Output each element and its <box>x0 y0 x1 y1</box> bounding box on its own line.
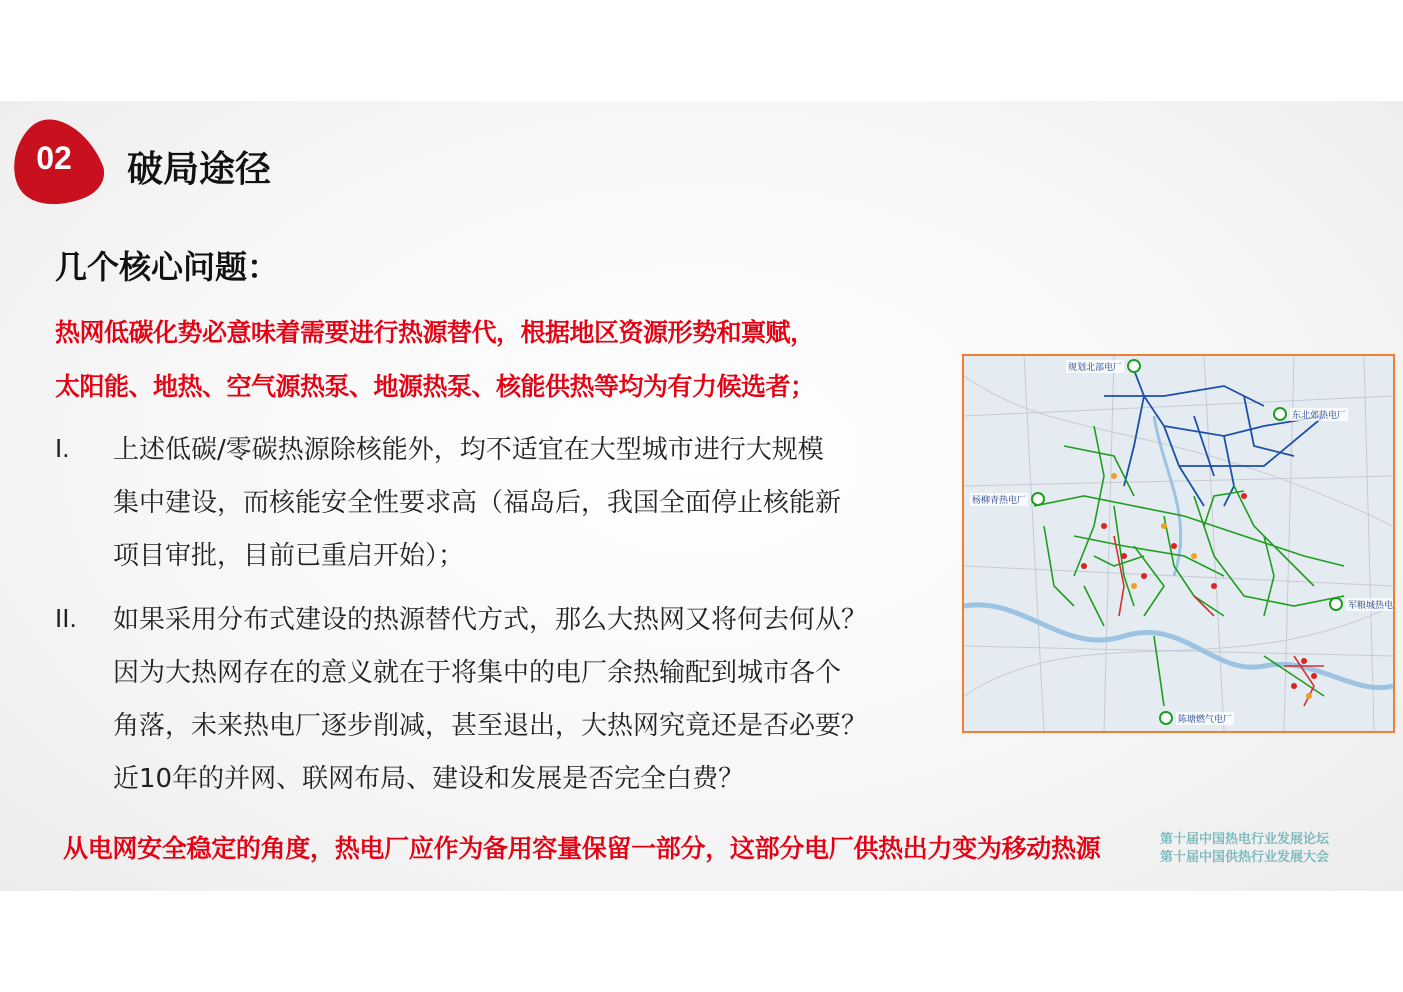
list-item-line: 集中建设，而核能安全性要求高（福岛后，我国全面停止核能新 <box>113 488 842 518</box>
bottom-red-statement: 从电网安全稳定的角度，热电厂应作为备用容量保留一部分，这部分电厂供热出力变为移动热源 <box>63 834 1101 863</box>
map-label-east-plant: 军粮城热电 <box>1346 598 1395 611</box>
question-heading: 几个核心问题： <box>55 248 280 286</box>
list-item-line: 项目审批，目前已重启开始）； <box>113 541 465 571</box>
section-badge <box>14 118 106 206</box>
slide <box>0 101 1403 891</box>
list-item-line: 上述低碳/零碳热源除核能外，均不适宜在大型城市进行大规模 <box>113 435 824 465</box>
section-number: 02 <box>36 140 72 176</box>
heat-network-map <box>962 354 1395 733</box>
forum-watermark <box>1160 828 1370 868</box>
list-marker: I. <box>55 433 70 463</box>
intro-red-line-2: 太阳能、地热、空气源热泵、地源热泵、核能供热等均为有力候选者； <box>55 372 815 401</box>
list-item-line: 如果采用分布式建设的热源替代方式，那么大热网又将何去何从？ <box>113 605 868 635</box>
list-marker: II. <box>55 603 77 633</box>
map-label-west-plant: 杨柳青热电厂 <box>970 493 1028 506</box>
watermark-line-2: 第十届中国供热行业发展大会 <box>1160 850 1330 865</box>
map-label-south-plant: 陈塘燃气电厂 <box>1176 712 1234 725</box>
section-title: 破局途径 <box>127 149 272 190</box>
list-item-line: 因为大热网存在的意义就在于将集中的电厂余热输配到城市各个 <box>113 658 842 688</box>
intro-red-line-1: 热网低碳化势必意味着需要进行热源替代，根据地区资源形势和禀赋， <box>55 318 815 347</box>
map-label-northeast-plant: 东北郊热电厂 <box>1290 408 1348 421</box>
list-item-line: 近10年的并网、联网布局、建设和发展是否完全白费？ <box>113 764 745 794</box>
map-label-north-plant: 规划北部电厂 <box>1066 360 1124 373</box>
watermark-line-1: 第十届中国热电行业发展论坛 <box>1160 832 1330 847</box>
list-item-line: 角落，未来热电厂逐步削减，甚至退出，大热网究竟还是否必要？ <box>113 711 868 741</box>
